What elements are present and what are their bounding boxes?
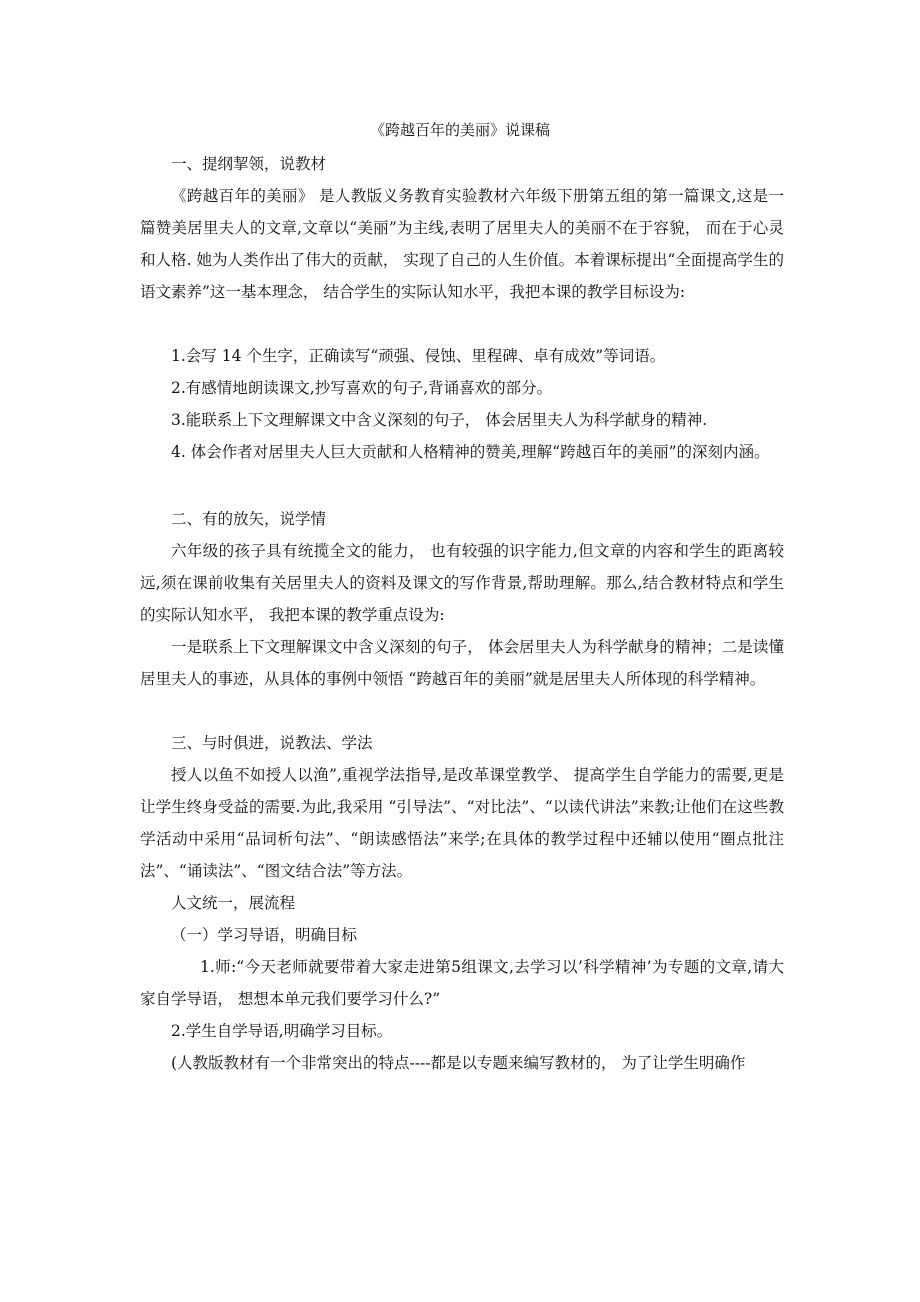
section-1-heading: 一、提纲挈领，说教材 bbox=[171, 155, 327, 173]
section-4-item-1: 1.师:“今天老师就要带着大家走进第5组课文,去学习以’科学精神’为专题的文章,请大家自学导语， 想想本单元我们要学习什么?” bbox=[140, 958, 784, 1008]
section-2-focus: 一是联系上下文理解课文中含义深刻的句子， 体会居里夫人为科学献身的精神；二是读懂居里夫人的事迹，从具体的事例中领悟 “跨越百年的美丽”就是居里夫人所体现的科学精神。 bbox=[140, 638, 784, 688]
goal-3: 3.能联系上下文理解课文中含义深刻的句子， 体会居里夫人为科学献身的精神. bbox=[171, 411, 708, 429]
document-title: 《跨越百年的美丽》说课稿 bbox=[369, 121, 550, 139]
section-3-heading: 三、与时俱进，说教法、学法 bbox=[171, 734, 373, 752]
goal-2: 2.有感情地朗读课文,抄写喜欢的句子,背诵喜欢的部分。 bbox=[171, 379, 553, 397]
section-4-heading: 人文统一，展流程 bbox=[171, 894, 296, 912]
section-4-subheading: （一）学习导语，明确目标 bbox=[171, 926, 358, 944]
goal-4: 4. 体会作者对居里夫人巨大贡献和人格精神的赞美,理解“跨越百年的美丽”的深刻内涵。 bbox=[171, 443, 770, 461]
section-3-body: 授人以鱼不如授人以渔”,重视学法指导,是改革课堂教学、 提高学生自学能力的需要,更是让学生终身受益的需要.为此,我采用 “引导法”、“对比法”、“以读代讲法”来教;让他们在这些教学活动中采用“品词析句法”、“朗读感悟法”来学;在具体的教学过程中还辅以使用“圈点批注法”、“诵读法”、“图文结合法”等方法。 bbox=[140, 766, 784, 880]
section-4-note: (人教版教材有一个非常突出的特点----都是以专题来编写教材的， 为了让学生明确作 bbox=[171, 1054, 746, 1072]
section-1-body: 《跨越百年的美丽》 是人教版义务教育实验教材六年级下册第五组的第一篇课文,这是一篇赞美居里夫人的文章,文章以“美丽”为主线,表明了居里夫人的美丽不在于容貌， 而在于心灵和人格. 她为人类作出了伟大的贡献， 实现了自己的人生价值。本着课标提出“全面提高学生的语文素养”这一基本理念， 结合学生的实际认知水平，我把本课的教学目标设为: bbox=[140, 187, 784, 301]
section-2-heading: 二、有的放矢，说学情 bbox=[171, 510, 327, 528]
goal-1: 1.会写 14 个生字，正确读写“顽强、侵蚀、里程碑、卓有成效”等词语。 bbox=[171, 347, 666, 365]
section-2-body: 六年级的孩子具有统揽全文的能力， 也有较强的识字能力,但文章的内容和学生的距离较远,须在课前收集有关居里夫人的资料及课文的写作背景,帮助理解。那么,结合教材特点和学生的实际认知水平， 我把本课的教学重点设为: bbox=[140, 542, 784, 624]
section-4-item-2: 2.学生自学导语,明确学习目标。 bbox=[171, 1022, 393, 1040]
